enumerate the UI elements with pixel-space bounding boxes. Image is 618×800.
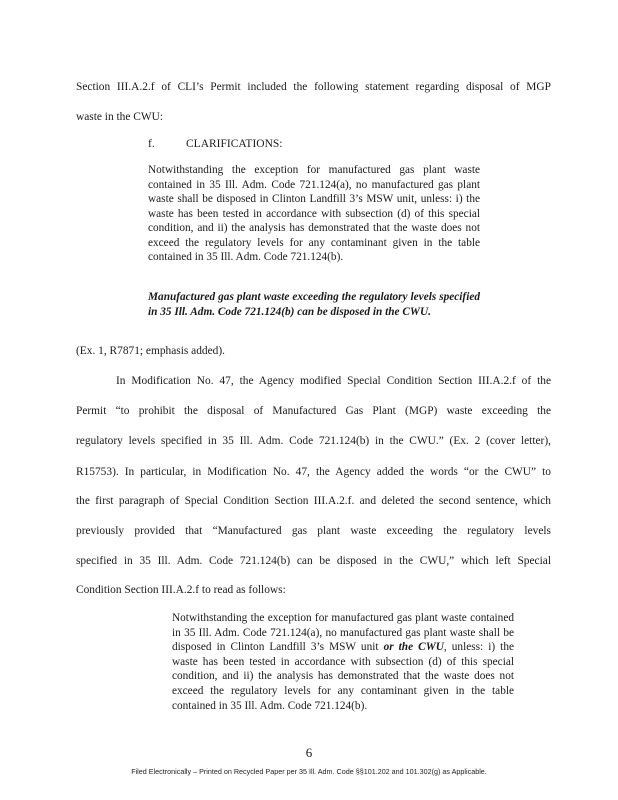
citation-1: (Ex. 1, R7871; emphasis added). bbox=[76, 345, 226, 357]
heading-text: CLARIFICATIONS: bbox=[186, 138, 283, 150]
paragraph-intro-line-2: waste in the CWU: bbox=[76, 111, 163, 123]
heading-number: f. bbox=[148, 138, 155, 150]
paragraph-2-line-6: previously provided that “Manufactured gas plant waste exceeding the regulatory levels bbox=[76, 525, 551, 537]
block-quote-2 bbox=[172, 611, 514, 713]
block-quote-2-emphasis: or the CWU bbox=[383, 641, 444, 654]
block-quote-2-text-after: , unless: i) the waste has been tested in accordance with subsection (d) of this special condition, and ii) the analysis has demonstrated that the waste does not exceed the regulatory levels for any contaminant given in the table contained in 35 Ill. Adm. Code 721.124(b). bbox=[172, 641, 514, 712]
paragraph-2-line-2: Permit “to prohibit the disposal of Manufactured Gas Plant (MGP) waste exceeding the bbox=[76, 405, 551, 417]
paragraph-2-line-8: Condition Section III.A.2.f to read as follows: bbox=[76, 584, 286, 596]
paragraph-intro-line-1: Section III.A.2.f of CLI’s Permit included the following statement regarding disposal of MGP bbox=[76, 81, 551, 93]
block-quote-2-text-before: Notwithstanding the exception for manufactured gas plant waste contained in 35 Ill. Adm. Code 721.124(a), no manufactured gas plant waste shall be disposed in Clinton Landfill 3’s MSW unit bbox=[172, 612, 514, 654]
paragraph-2-line-3: regulatory levels specified in 35 Ill. Adm. Code 721.124(b) in the CWU.” (Ex. 2 (cover letter), bbox=[76, 435, 551, 447]
page-number: 6 bbox=[305, 745, 313, 760]
paragraph-2-line-4: R15753). In particular, in Modification No. 47, the Agency added the words “or the CWU” to bbox=[76, 466, 551, 478]
footer-note: Filed Electronically – Printed on Recycled Paper per 35 Ill. Adm. Code §§101.202 and 101.302(g) as Applicable. bbox=[131, 767, 487, 776]
paragraph-2-line-5: the first paragraph of Special Condition Section III.A.2.f. and deleted the second sentence, which bbox=[76, 495, 551, 507]
block-quote-1-paragraph-2-emphasis: Manufactured gas plant waste exceeding the regulatory levels specified in 35 Ill. Adm. Code 721.124(b) can be disposed in the CWU. bbox=[148, 291, 480, 318]
paragraph-2-line-1: In Modification No. 47, the Agency modified Special Condition Section III.A.2.f of the bbox=[116, 375, 551, 387]
block-quote-1-paragraph-1: Notwithstanding the exception for manufactured gas plant waste contained in 35 Ill. Adm. Code 721.124(a), no manufactured gas plant waste shall be disposed in Clinton Landfill 3’s MSW unit, unless: i) the waste has been tested in accordance with subsection (d) of this special condition, and ii) the analysis has demonstrated that the waste does not exceed the regulatory levels for any contaminant given in the table contained in 35 Ill. Adm. Code 721.124(b). bbox=[148, 164, 480, 263]
section-heading bbox=[148, 138, 282, 150]
paragraph-2-line-7: specified in 35 Ill. Adm. Code 721.124(b) can be disposed in the CWU,” which left Special bbox=[76, 555, 551, 567]
